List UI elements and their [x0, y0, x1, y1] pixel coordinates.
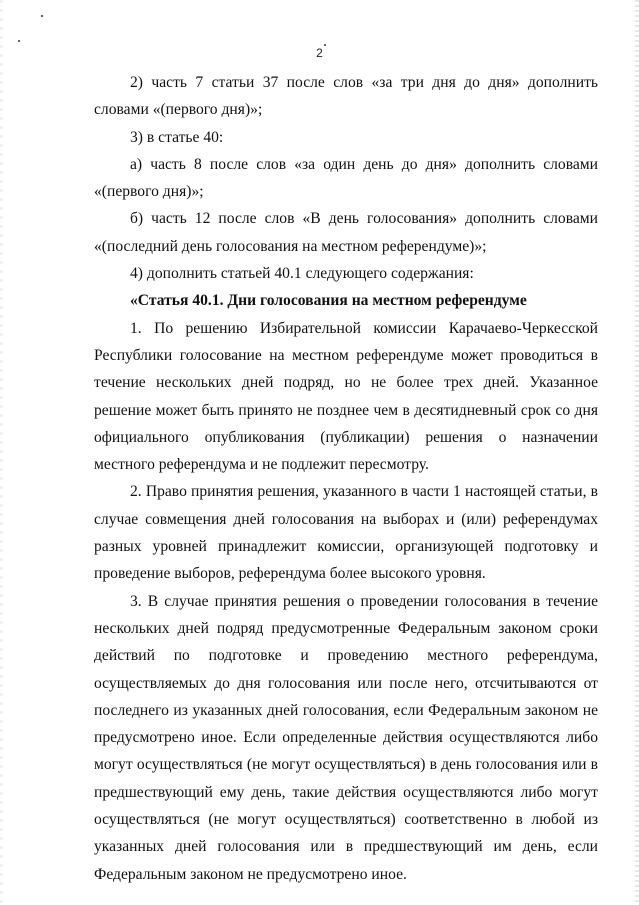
scan-speck — [41, 15, 43, 17]
article-heading: «Статья 40.1. Дни голосования на местном референдуме — [130, 292, 527, 310]
article-part-2: 2. Право принятия решения, указанного в части 1 настоящей статьи, в случае совмещения дней голосования на выборах и (или) референдумах разных уровней принадлежит комиссии, организующей подготовку и проведение выборов, референдума более высокого уровня. — [94, 483, 598, 583]
paragraph-amendment-3b: б) часть 12 после слов «В день голосования» дополнить словами «(последний день голосования на местном референдуме)»; — [94, 210, 598, 255]
document-body — [94, 69, 598, 888]
scan-edge-right — [635, 0, 639, 905]
page-number: 2 — [316, 46, 323, 60]
paragraph-amendment-3a: а) часть 8 после слов «за один день до дня» дополнить словами «(первого дня)»; — [94, 155, 598, 201]
paragraph-amendment-4: 4) дополнить статьей 40.1 следующего содержания: — [130, 265, 474, 283]
scan-speck — [18, 40, 20, 42]
article-part-1: 1. По решению Избирательной комиссии Карачаево-Черкесской Республики голосование на местном референдуме может проводиться в течение нескольких дней подряд, но не более трех дней. Указанное решение может быть принято не позднее чем в десятидневный срок со дня официального опубликования (публикации) решения о назначении местного референдума и не подлежит пересмотру. — [94, 319, 598, 474]
paragraph-amendment-3: 3) в статье 40: — [130, 128, 224, 146]
article-part-3: 3. В случае принятия решения о проведении голосования в течение нескольких дней подряд предусмотренные Федеральным законом сроки действий по подготовке и проведению местного референдума, осуществляемых до дня голосования или после него, отсчитываются от последнего из указанных дней голосования, если Федеральным законом не предусмотрено иное. Если определенные действия осуществляются либо могут осуществляться (не могут осуществляться) в день голосования или в предшествующий ему день, такие действия осуществляются либо могут осуществляться (не могут осуществляться) соответственно в любой из указанных дней голосования или в предшествующий им день, если Федеральным законом не предусмотрено иное. — [94, 592, 598, 883]
scan-edge-left — [0, 0, 3, 905]
paragraph-amendment-2: 2) часть 7 статьи 37 после слов «за три дня до дня» дополнить словами «(первого дня)»; — [94, 74, 598, 119]
